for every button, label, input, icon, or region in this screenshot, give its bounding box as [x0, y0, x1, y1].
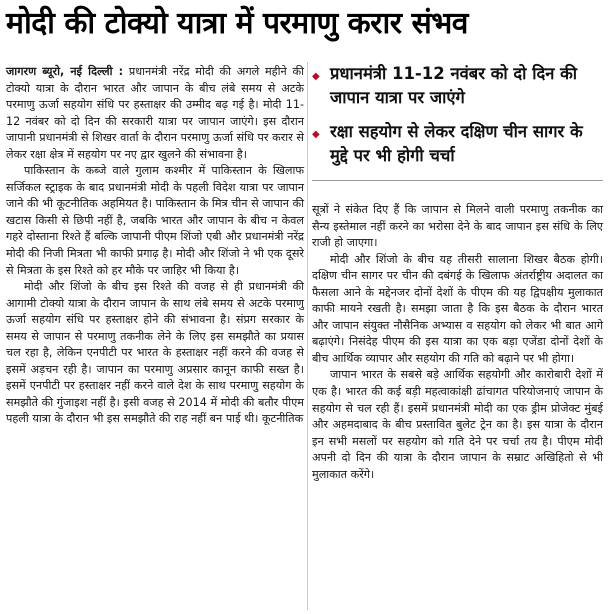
highlights-box: [312, 62, 603, 181]
highlight-item: [312, 62, 603, 110]
article-paragraph: मोदी और शिंजो के बीच यह तीसरी सालाना शिखर बैठक होगी। दक्षिण चीन सागर पर चीन की दबंगई के खिलाफ अंतर्राष्ट्रीय अदालत का फैसला आने के मद्देनजर दोनों देशों के पीएम की यह द्विपक्षीय मुलाकात काफी मायने रखती है। समझा जाता है कि इस बैठक के दौरान भारत और जापान संयुक्त नौसैनिक अभ्यास व सहयोग को लेकर भी बात आगे बढ़ाएंगे। निसंदेह पीएम की इस यात्रा का एक बड़ा एजेंडा दोनों देशों के बीच आर्थिक व्यापार और सहयोग की गति को बढ़ाने पर भी होगा।: [312, 252, 603, 365]
diamond-bullet-icon: ◆: [312, 71, 320, 82]
dateline: जागरण ब्यूरो, नई दिल्ली :: [6, 65, 124, 78]
article-headline: मोदी की टोक्यो यात्रा में परमाणु करार संभव: [6, 6, 468, 41]
left-column: [6, 64, 304, 428]
article-paragraph: मोदी और शिंजो के बीच इस रिश्ते की वजह से ही प्रधानमंत्री की आगामी टोक्यो यात्रा के दौरान जापान के साथ लंबे समय से अटके परमाणु ऊर्जा सहयोग संधि पर हस्ताक्षर होने की संभावना है। संप्रग सरकार के समय से जापान से परमाणु तकनीक लेने के लिए इस समझौते का प्रयास चल रहा है, लेकिन एनपीटी पर भारत के हस्ताक्षर नहीं करने की वजह से इसमें अड़चन रही है। जापान का परमाणु अप्रसार कानून काफी सख्त है। इसमें एनपीटी पर हस्ताक्षर नहीं करने वाले देश के साथ परमाणु सहयोग के समझौते की गुंजाइश नहीं है। इसी वजह से 2014 में मोदी की बतौर पीएम पहली यात्रा के दौरान भी इस समझौते की राह नहीं बन पाई थी। कूटनीतिक: [6, 280, 304, 426]
article-paragraph: सूत्रों ने संकेत दिए हैं कि जापान से मिलने वाली परमाणु तकनीक का सैन्य इस्तेमाल नहीं करने का भरोसा देने के बाद जापान इस संधि के लिए राजी हो जाएगा।: [312, 203, 603, 250]
right-column: [312, 202, 603, 483]
column-divider: [307, 62, 308, 610]
article-paragraph: [6, 64, 304, 163]
highlight-item: [312, 120, 603, 168]
highlight-text: प्रधानमंत्री 11-12 नवंबर को दो दिन की जापान यात्रा पर जाएंगे: [330, 64, 578, 107]
article-paragraph: जापान भारत के सबसे बड़े आर्थिक सहयोगी और कारोबारी देशों में एक है। भारत की कई बड़ी महत्वाकांक्षी ढांचागत परियोजनाएं जापान के सहयोग से चल रही हैं। इसमें प्रधानमंत्री मोदी का एक ड्रीम प्रोजेक्ट मुंबई और अहमदाबाद के बीच प्रस्तावित बुलेट ट्रेन का है। इस यात्रा के दौरान इन सभी मसलों पर सहयोग को गति देने पर चर्चा तय है। पीएम मोदी अपनी दो दिन की यात्रा के दौरान जापान के सम्राट अखिहितो से भी मुलाकात करेंगे।: [312, 368, 603, 481]
paragraph-text: प्रधानमंत्री नरेंद्र मोदी की अगले महीने की टोक्यो यात्रा के दौरान भारत और जापान के बीच लंबे समय से अटके परमाणु ऊर्जा सहयोग संधि पर हस्ताक्षर की उम्मीद बढ़ गई है। मोदी 11-12 नवंबर को दो दिन की सरकारी यात्रा पर जापान जाएंगे। इस दौरान जापानी प्रधानमंत्री से शिखर वार्ता के दौरान परमाणु ऊर्जा संधि पर करार से लेकर रक्षा क्षेत्र में सहयोग पर नए द्वार खुलने की संभावना है।: [6, 65, 304, 161]
article-paragraph: पाकिस्तान के कब्जे वाले गुलाम कश्मीर में पाकिस्तान के खिलाफ सर्जिकल स्ट्राइक के बाद प्रधानमंत्री मोदी के पहली विदेश यात्रा पर जापान जाने की भी कूटनीतिक अहमियत है। पाकिस्तान के मित्र चीन से जापान की खटास किसी से छिपी नहीं है, जबकि भारत और जापान के बीच न केवल गहरे दोस्ताना रिश्ते हैं बल्कि जापानी पीएम शिंजो एबी और प्रधानमंत्री नरेंद्र मोदी की निजी मित्रता भी काफी प्रगाढ़ है। मोदी और शिंजो ने भी एक दूसरे से मित्रता के इस रिश्ते को हर मौके पर जाहिर भी किया है।: [6, 164, 304, 277]
diamond-bullet-icon: ◆: [312, 129, 320, 140]
highlight-text: रक्षा सहयोग से लेकर दक्षिण चीन सागर के मुद्दे पर भी होगी चर्चा: [330, 122, 583, 165]
